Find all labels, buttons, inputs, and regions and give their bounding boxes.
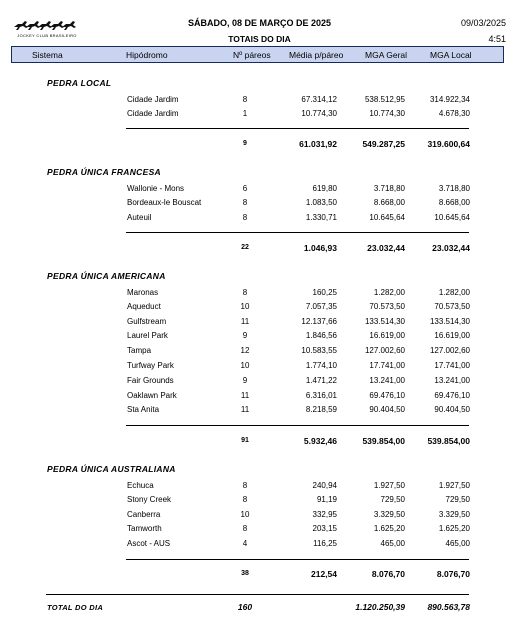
cell-mga-local: 10.645,64 (434, 213, 470, 222)
subtotal-row (0, 139, 519, 151)
table-row (0, 317, 519, 329)
cell-mga-local: 314.922,34 (429, 95, 470, 104)
subtotal-mga-geral: 539.854,00 (362, 436, 405, 446)
cell-hipodromo: Fair Grounds (127, 376, 174, 385)
cell-n-pareos: 9 (242, 331, 248, 340)
cell-mga-geral: 3.718,80 (373, 184, 405, 193)
subtotal-mga-geral: 23.032,44 (367, 243, 405, 253)
cell-n-pareos: 8 (242, 481, 248, 490)
cell-media: 8.218,59 (305, 405, 337, 414)
cell-mga-local: 1.927,50 (438, 481, 470, 490)
cell-n-pareos: 1 (242, 109, 248, 118)
cell-media: 1.846,56 (305, 331, 337, 340)
cell-media: 240,94 (312, 481, 337, 490)
column-header-bar (11, 46, 504, 63)
cell-mga-local: 133.514,30 (429, 317, 470, 326)
subtotal-n-pareos: 22 (241, 244, 249, 251)
cell-n-pareos: 10 (240, 510, 250, 519)
cell-hipodromo: Echuca (127, 481, 154, 490)
cell-n-pareos: 8 (242, 213, 248, 222)
report-date: 09/03/2025 (460, 18, 506, 28)
cell-mga-geral: 8.668,00 (373, 198, 405, 207)
subtotal-divider (126, 232, 469, 233)
subtotal-mga-geral: 549.287,25 (362, 139, 405, 149)
table-row (0, 331, 519, 343)
cell-mga-local: 1.282,00 (438, 288, 470, 297)
cell-n-pareos: 8 (242, 95, 248, 104)
section-title: PEDRA LOCAL (47, 78, 112, 88)
cell-mga-local: 3.329,50 (438, 510, 470, 519)
cell-hipodromo: Cidade Jardim (127, 95, 179, 104)
logo-caption: JOCKEY CLUB BRASILEIRO (17, 33, 77, 38)
cell-n-pareos: 10 (240, 302, 250, 311)
report-subtitle: TOTAIS DO DIA (228, 34, 291, 44)
subtotal-divider (126, 425, 469, 426)
report-time: 4:51 (488, 34, 506, 44)
cell-n-pareos: 8 (242, 198, 248, 207)
cell-media: 10.774,30 (301, 109, 337, 118)
subtotal-media: 212,54 (311, 569, 337, 579)
cell-n-pareos: 11 (240, 391, 250, 400)
section-title: PEDRA ÚNICA AMERICANA (47, 271, 166, 281)
cell-mga-geral: 729,50 (380, 495, 405, 504)
table-row (0, 391, 519, 403)
table-row (0, 184, 519, 196)
cell-mga-geral: 16.619,00 (369, 331, 405, 340)
table-row (0, 198, 519, 210)
cell-media: 67.314,12 (301, 95, 337, 104)
section-title: PEDRA ÚNICA FRANCESA (47, 167, 161, 177)
subtotal-divider (126, 559, 469, 560)
cell-n-pareos: 8 (242, 495, 248, 504)
cell-hipodromo: Laurel Park (127, 331, 168, 340)
table-row (0, 376, 519, 388)
subtotal-row (0, 436, 519, 448)
table-row (0, 109, 519, 121)
cell-hipodromo: Turfway Park (127, 361, 174, 370)
cell-n-pareos: 9 (242, 376, 248, 385)
cell-mga-geral: 90.404,50 (369, 405, 405, 414)
cell-mga-geral: 1.927,50 (373, 481, 405, 490)
total-n-pareos: 160 (237, 602, 253, 612)
subtotal-mga-local: 23.032,44 (432, 243, 470, 253)
cell-hipodromo: Auteuil (127, 213, 152, 222)
cell-media: 1.083,50 (305, 198, 337, 207)
table-row (0, 361, 519, 373)
table-row (0, 288, 519, 300)
table-row (0, 213, 519, 225)
table-row (0, 405, 519, 417)
subtotal-mga-geral: 8.076,70 (371, 569, 405, 579)
cell-n-pareos: 10 (240, 361, 250, 370)
subtotal-mga-local: 539.854,00 (427, 436, 470, 446)
cell-mga-local: 4.678,30 (438, 109, 470, 118)
cell-mga-geral: 538.512,95 (364, 95, 405, 104)
table-row (0, 95, 519, 107)
cell-media: 619,80 (312, 184, 337, 193)
cell-media: 91,19 (316, 495, 337, 504)
cell-mga-local: 16.619,00 (434, 331, 470, 340)
cell-mga-local: 127.002,60 (429, 346, 470, 355)
subtotal-media: 5.932,46 (303, 436, 337, 446)
cell-media: 1.774,10 (305, 361, 337, 370)
cell-mga-geral: 17.741,00 (369, 361, 405, 370)
cell-hipodromo: Sta Anita (127, 405, 160, 414)
subtotal-mga-local: 8.076,70 (436, 569, 470, 579)
col-sistema: Sistema (32, 50, 63, 60)
cell-mga-local: 3.718,80 (438, 184, 470, 193)
cell-media: 160,25 (312, 288, 337, 297)
cell-mga-geral: 133.514,30 (364, 317, 405, 326)
subtotal-n-pareos: 9 (243, 140, 247, 147)
cell-mga-local: 13.241,00 (434, 376, 470, 385)
subtotal-media: 1.046,93 (303, 243, 337, 253)
col-mga-geral: MGA Geral (365, 50, 408, 60)
cell-n-pareos: 8 (242, 288, 248, 297)
subtotal-row (0, 569, 519, 581)
total-mga-geral: 1.120.250,39 (355, 602, 405, 612)
subtotal-media: 61.031,92 (299, 139, 337, 149)
table-row (0, 481, 519, 493)
cell-hipodromo: Wallonie - Mons (127, 184, 185, 193)
cell-mga-geral: 127.002,60 (364, 346, 405, 355)
cell-n-pareos: 8 (242, 524, 248, 533)
table-row (0, 524, 519, 536)
cell-media: 332,95 (312, 510, 337, 519)
cell-mga-local: 8.668,00 (438, 198, 470, 207)
cell-hipodromo: Cidade Jardim (127, 109, 179, 118)
report-title: SÁBADO, 08 DE MARÇO DE 2025 (187, 18, 332, 28)
total-mga-local: 890.563,78 (427, 602, 470, 612)
cell-mga-geral: 69.476,10 (369, 391, 405, 400)
cell-hipodromo: Gulfstream (127, 317, 167, 326)
cell-mga-geral: 1.625,20 (373, 524, 405, 533)
cell-n-pareos: 11 (240, 317, 250, 326)
col-hipodromo: Hipódromo (126, 50, 168, 60)
cell-media: 116,25 (313, 539, 337, 548)
table-row (0, 539, 519, 551)
subtotal-row (0, 243, 519, 255)
cell-mga-geral: 465,00 (380, 539, 405, 548)
cell-mga-geral: 10.645,64 (369, 213, 405, 222)
section-title: PEDRA ÚNICA AUSTRALIANA (47, 464, 176, 474)
cell-media: 1.471,22 (305, 376, 337, 385)
cell-media: 12.137,66 (301, 317, 337, 326)
subtotal-n-pareos: 91 (241, 437, 249, 444)
total-divider (46, 594, 469, 595)
cell-hipodromo: Tamworth (127, 524, 162, 533)
cell-mga-local: 70.573,50 (434, 302, 470, 311)
cell-media: 203,15 (312, 524, 337, 533)
col-media: Média p/páreo (289, 50, 344, 60)
col-n-pareos: Nº páreos (233, 50, 271, 60)
total-label: TOTAL DO DIA (47, 603, 104, 612)
table-row (0, 510, 519, 522)
cell-media: 10.583,55 (301, 346, 337, 355)
table-row (0, 302, 519, 314)
cell-mga-geral: 70.573,50 (369, 302, 405, 311)
cell-n-pareos: 12 (240, 346, 250, 355)
table-row (0, 346, 519, 358)
cell-mga-geral: 10.774,30 (369, 109, 405, 118)
cell-media: 7.057,35 (305, 302, 337, 311)
cell-hipodromo: Oaklawn Park (127, 391, 177, 400)
subtotal-divider (126, 128, 469, 129)
cell-mga-geral: 3.329,50 (373, 510, 405, 519)
cell-hipodromo: Ascot - AUS (127, 539, 171, 548)
cell-mga-local: 1.625,20 (438, 524, 470, 533)
cell-mga-local: 90.404,50 (434, 405, 470, 414)
table-row (0, 495, 519, 507)
cell-hipodromo: Stony Creek (127, 495, 172, 504)
cell-hipodromo: Canberra (127, 510, 161, 519)
cell-mga-local: 17.741,00 (434, 361, 470, 370)
cell-mga-local: 729,50 (445, 495, 470, 504)
col-mga-local: MGA Local (430, 50, 472, 60)
cell-media: 6.316,01 (305, 391, 337, 400)
cell-mga-local: 465,00 (445, 539, 470, 548)
cell-mga-local: 69.476,10 (434, 391, 470, 400)
cell-media: 1.330,71 (305, 213, 337, 222)
cell-n-pareos: 11 (240, 405, 250, 414)
subtotal-n-pareos: 38 (241, 570, 249, 577)
cell-hipodromo: Tampa (127, 346, 152, 355)
subtotal-mga-local: 319.600,64 (427, 139, 470, 149)
cell-hipodromo: Maronas (127, 288, 159, 297)
cell-n-pareos: 4 (242, 539, 248, 548)
cell-hipodromo: Aqueduct (127, 302, 161, 311)
cell-mga-geral: 1.282,00 (373, 288, 405, 297)
cell-n-pareos: 6 (242, 184, 248, 193)
cell-mga-geral: 13.241,00 (369, 376, 405, 385)
cell-hipodromo: Bordeaux-le Bouscat (127, 198, 202, 207)
